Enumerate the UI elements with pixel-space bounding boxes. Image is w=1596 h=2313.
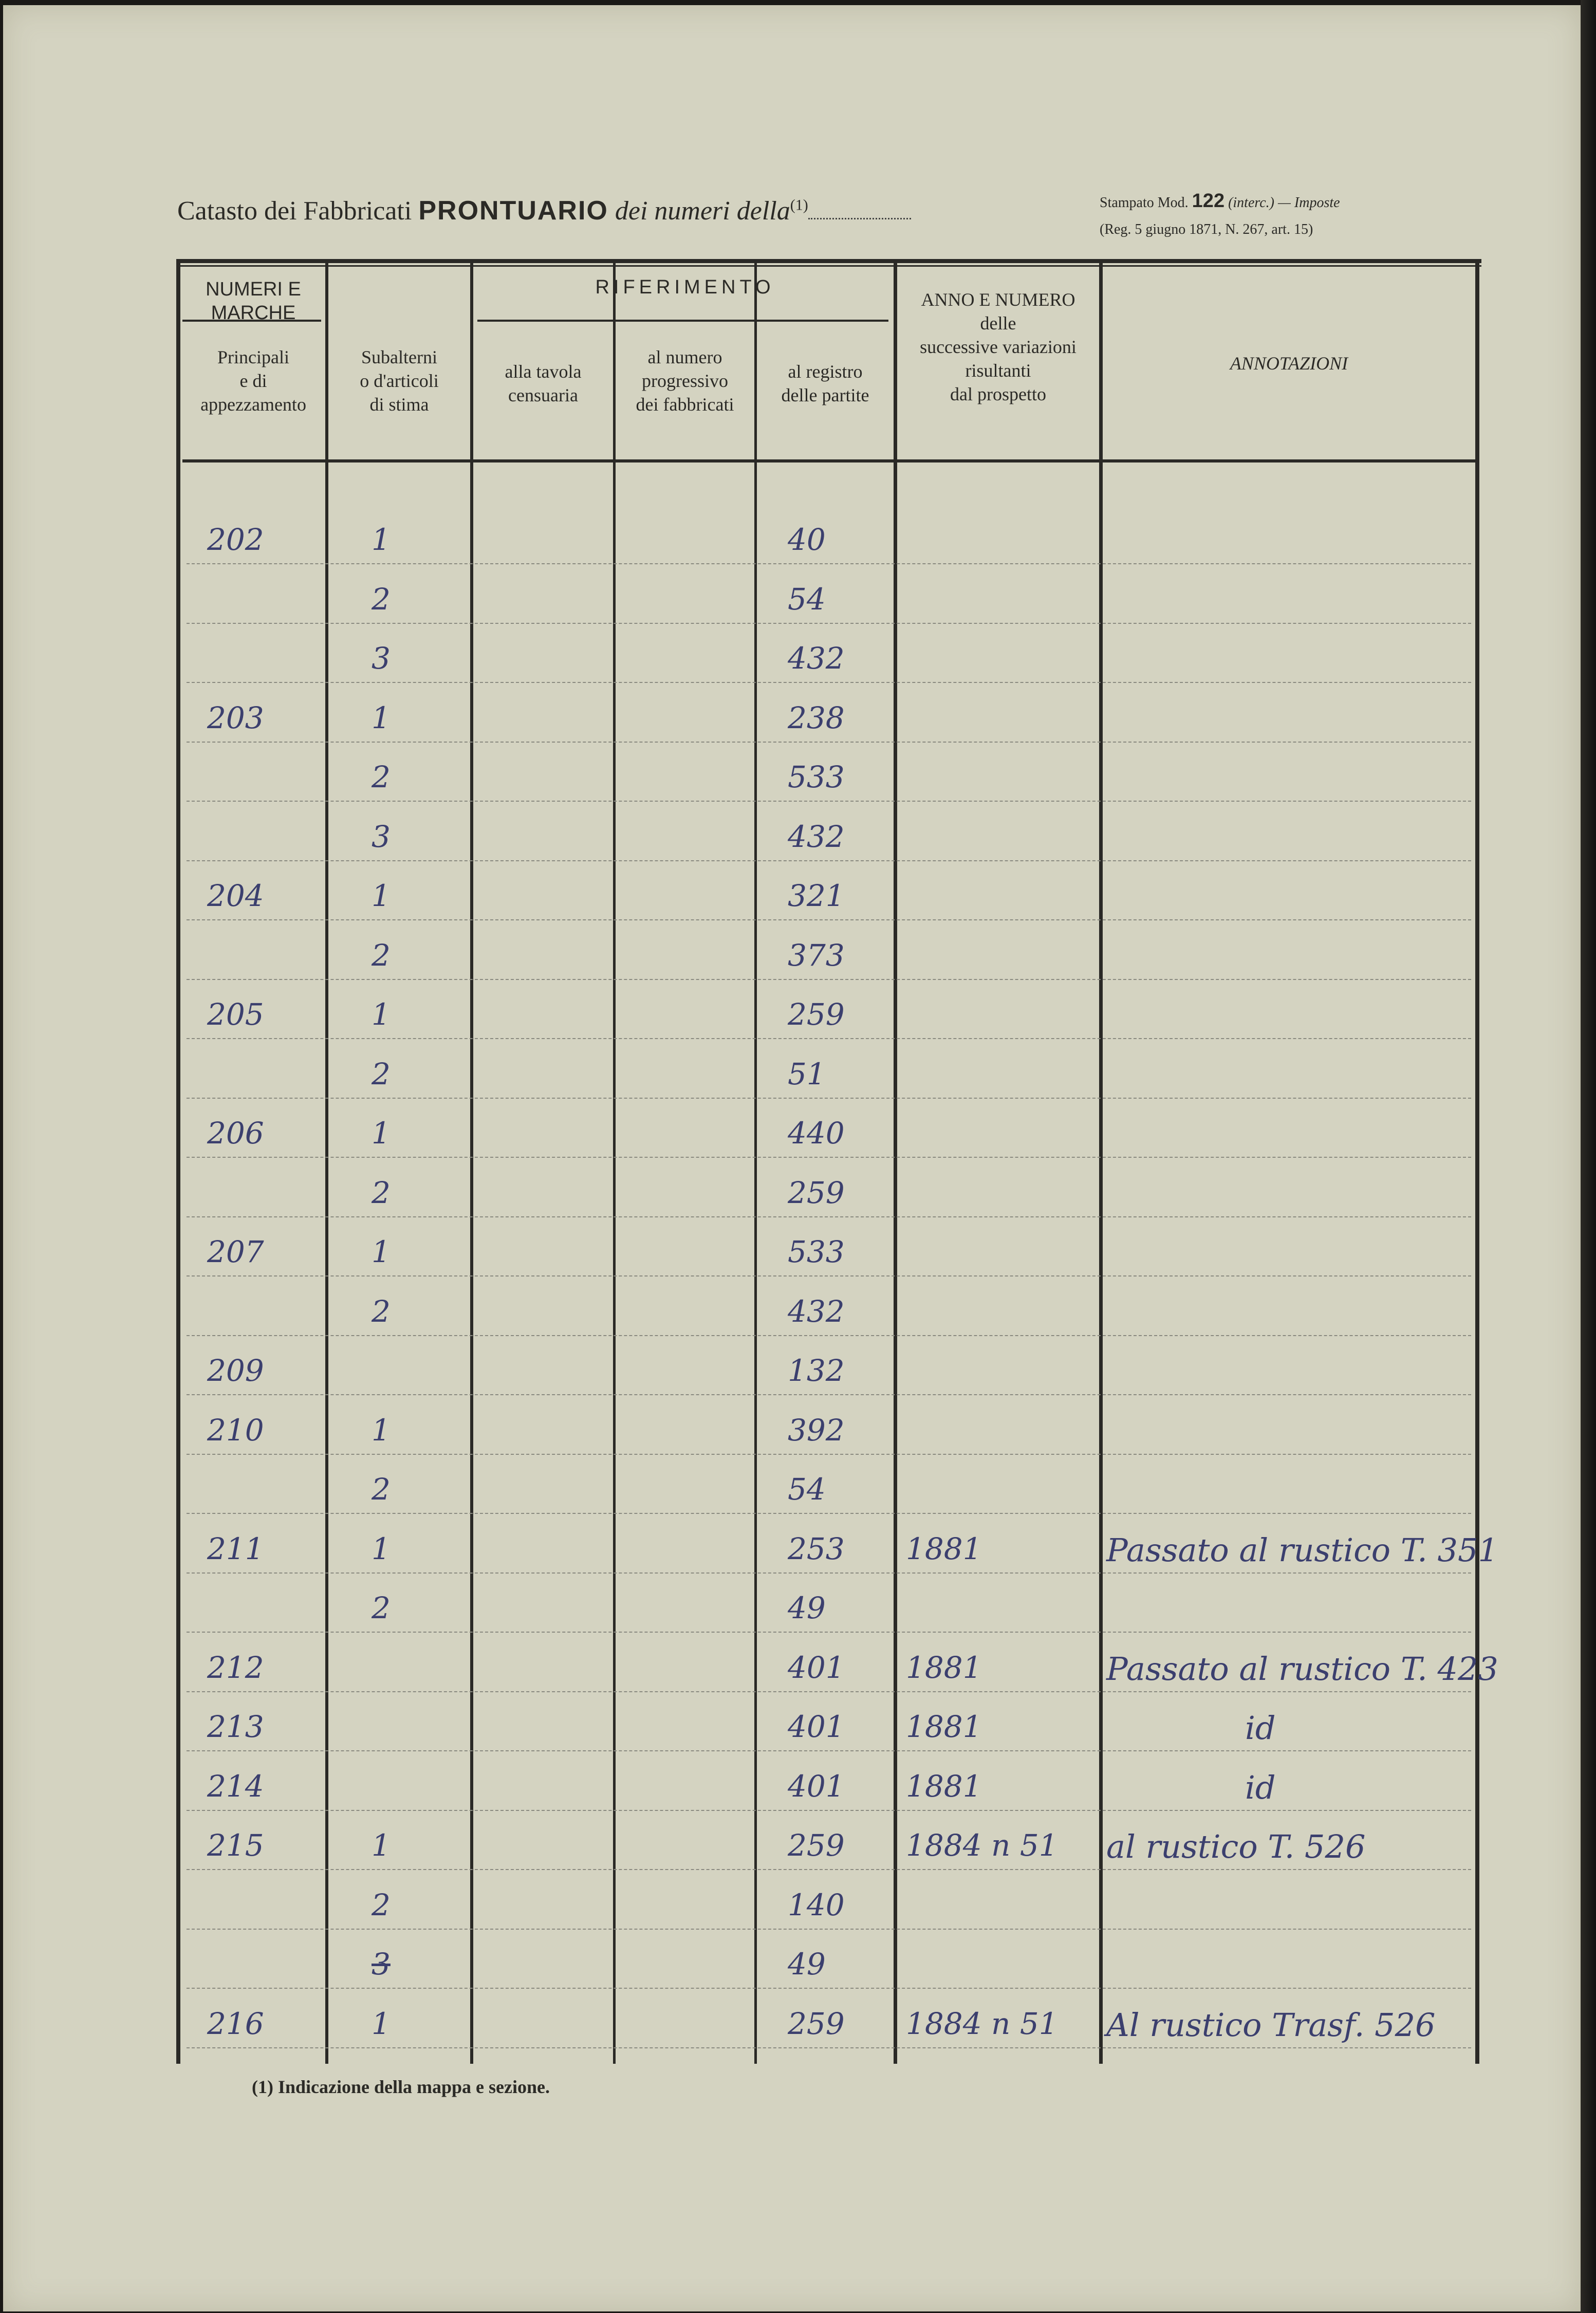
row-rule: [187, 1929, 1471, 1930]
row-rule: [187, 623, 1471, 624]
cell-principale: 211: [207, 1531, 264, 1566]
row-rule: [187, 1275, 1471, 1276]
row-rule: [187, 1454, 1471, 1455]
cell-registro: 51: [788, 1056, 826, 1091]
cell-subalterno: 1: [372, 878, 391, 913]
cell-registro: 533: [788, 760, 845, 794]
cell-principale: 209: [207, 1353, 264, 1388]
cell-subalterno: 2: [372, 760, 391, 794]
cell-subalterno: 1: [372, 1116, 391, 1151]
group2-underline: [477, 320, 888, 322]
row-rule: [187, 1394, 1471, 1395]
cell-subalterno: 3: [372, 1947, 391, 1982]
cell-registro: 432: [788, 819, 845, 854]
cell-registro: 54: [788, 1472, 826, 1507]
col-sep-5: [894, 259, 897, 2064]
header-riferimento: RIFERIMENTO: [595, 276, 775, 298]
cell-principale: 202: [207, 522, 264, 557]
table-left-border: [176, 259, 180, 2064]
row-rule: [187, 563, 1471, 564]
cell-subalterno: 2: [372, 1887, 391, 1922]
fill-in-line: [808, 218, 911, 219]
ledger-table: [176, 259, 1498, 2064]
row-rule: [187, 1632, 1471, 1633]
header-tavola: alla tavola censuaria: [505, 361, 582, 405]
cell-anno: 1884 n 51: [906, 1828, 1058, 1863]
cell-registro: 140: [788, 1887, 845, 1922]
row-rule: [187, 2047, 1471, 2048]
col-sep-2: [470, 259, 473, 2064]
cell-annotazione: al rustico T. 526: [1106, 1828, 1366, 1865]
cell-subalterno: 2: [372, 1293, 391, 1329]
cell-registro: 440: [788, 1116, 845, 1151]
table-top-border-inner: [176, 265, 1481, 267]
cell-registro: 432: [788, 1293, 845, 1329]
stamp-text-a: Stampato Mod.: [1100, 195, 1189, 211]
cell-subalterno: 2: [372, 1056, 391, 1091]
cell-subalterno: 1: [372, 1828, 391, 1863]
col-sep-1: [325, 259, 328, 2064]
title-subtitle: dei numeri della: [615, 196, 790, 226]
header-anno-numero: ANNO E NUMERO delle successive variazioni risultanti dal prospetto: [920, 289, 1077, 404]
cell-anno: 1881: [906, 1531, 982, 1566]
cell-subalterno: 1: [372, 522, 391, 557]
cell-subalterno: 2: [372, 937, 391, 973]
cell-registro: 533: [788, 1234, 845, 1269]
stamp-text-b: (interc.) — Imposte: [1228, 195, 1340, 211]
cell-principale: 204: [207, 878, 264, 913]
row-rule: [187, 1810, 1471, 1811]
row-rule: [187, 1691, 1471, 1692]
row-rule: [187, 1038, 1471, 1039]
row-rule: [187, 682, 1471, 683]
footnote-mark: (1): [790, 196, 808, 214]
footnote: (1) Indicazione della mappa e sezione.: [252, 2077, 550, 2097]
cell-principale: 207: [207, 1234, 264, 1269]
row-rule: [187, 1513, 1471, 1514]
row-rule: [187, 919, 1471, 920]
cell-registro: 432: [788, 641, 845, 676]
cell-annotazione: Passato al rustico T. 423: [1106, 1650, 1498, 1688]
cell-registro: 401: [788, 1709, 845, 1744]
header-bottom-rule: [182, 459, 1475, 462]
cell-subalterno: 1: [372, 1412, 391, 1448]
header-annotazioni: ANNOTAZIONI: [1230, 353, 1348, 374]
cell-registro: 321: [788, 878, 845, 913]
row-rule: [187, 1750, 1471, 1751]
cell-registro: 259: [788, 2006, 845, 2041]
cell-subalterno: 2: [372, 581, 391, 617]
cell-registro: 49: [788, 1590, 826, 1625]
cell-principale: 215: [207, 1828, 264, 1863]
cell-registro: 259: [788, 1828, 845, 1863]
header-numeri-marche: NUMERI E MARCHE: [206, 279, 301, 324]
page-title: [177, 195, 911, 226]
cell-subalterno: 3: [372, 641, 391, 676]
stamp-line-1: [1100, 188, 1340, 216]
cell-anno: 1881: [906, 1650, 982, 1685]
cell-principale: 216: [207, 2006, 264, 2041]
row-rule: [187, 801, 1471, 802]
cell-registro: 238: [788, 700, 845, 735]
cell-registro: 373: [788, 937, 845, 973]
row-rule: [187, 1098, 1471, 1099]
row-rule: [187, 742, 1471, 743]
row-rule: [187, 1157, 1471, 1158]
table-right-border: [1475, 259, 1479, 2064]
cell-annotazione: id: [1245, 1768, 1276, 1806]
header-principali: Principali e di appezzamento: [200, 347, 306, 415]
cell-principale: 206: [207, 1116, 264, 1151]
row-rule: [187, 1572, 1471, 1574]
row-rule: [187, 1988, 1471, 1989]
header-subalterni: Subalterni o d'articoli di stima: [360, 347, 439, 415]
cell-anno: 1884 n 51: [906, 2006, 1058, 2041]
row-rule: [187, 979, 1471, 980]
cell-subalterno: 3: [372, 819, 391, 854]
cell-subalterno: 1: [372, 997, 391, 1032]
row-rule: [187, 1869, 1471, 1870]
title-prefix: Catasto dei Fabbricati: [177, 196, 412, 226]
row-rule: [187, 860, 1471, 861]
table-top-border: [176, 259, 1481, 263]
header-registro: al registro delle partite: [781, 361, 869, 405]
cell-principale: 210: [207, 1412, 264, 1448]
header-numero: al numero progressivo dei fabbricati: [636, 347, 734, 415]
col-sep-4: [754, 259, 757, 2064]
cell-subalterno: 1: [372, 700, 391, 735]
cell-registro: 40: [788, 522, 826, 557]
cell-subalterno: 1: [372, 2006, 391, 2041]
cell-principale: 213: [207, 1709, 264, 1744]
cell-registro: 49: [788, 1947, 826, 1982]
cell-registro: 54: [788, 581, 826, 617]
cell-anno: 1881: [906, 1709, 982, 1744]
cell-subalterno: 2: [372, 1472, 391, 1507]
cell-subalterno: 2: [372, 1175, 391, 1210]
cell-registro: 253: [788, 1531, 845, 1566]
cell-principale: 212: [207, 1650, 264, 1685]
stamp-line-2: (Reg. 5 giugno 1871, N. 267, art. 15): [1100, 221, 1313, 237]
cell-registro: 132: [788, 1353, 845, 1388]
cell-registro: 259: [788, 1175, 845, 1210]
cell-annotazione: Al rustico Trasf. 526: [1106, 2006, 1436, 2044]
cell-subalterno: 1: [372, 1234, 391, 1269]
cell-subalterno: 2: [372, 1590, 391, 1625]
cell-principale: 205: [207, 997, 264, 1032]
cell-annotazione: id: [1245, 1709, 1276, 1747]
stamp-model-number: 122: [1192, 190, 1225, 212]
cell-annotazione: Passato al rustico T. 351: [1106, 1531, 1498, 1569]
cell-principale: 203: [207, 700, 264, 735]
col-sep-3: [613, 259, 616, 2064]
scan-edge: [1581, 0, 1596, 2313]
col-sep-6: [1099, 259, 1103, 2064]
row-rule: [187, 1216, 1471, 1217]
cell-anno: 1881: [906, 1768, 982, 1804]
cell-registro: 259: [788, 997, 845, 1032]
cell-registro: 401: [788, 1650, 845, 1685]
title-main: PRONTUARIO: [418, 196, 608, 226]
cell-registro: 392: [788, 1412, 845, 1448]
print-stamp: [1100, 188, 1340, 243]
row-rule: [187, 1335, 1471, 1336]
cell-registro: 401: [788, 1768, 845, 1804]
cell-subalterno: 1: [372, 1531, 391, 1566]
cell-principale: 214: [207, 1768, 264, 1804]
